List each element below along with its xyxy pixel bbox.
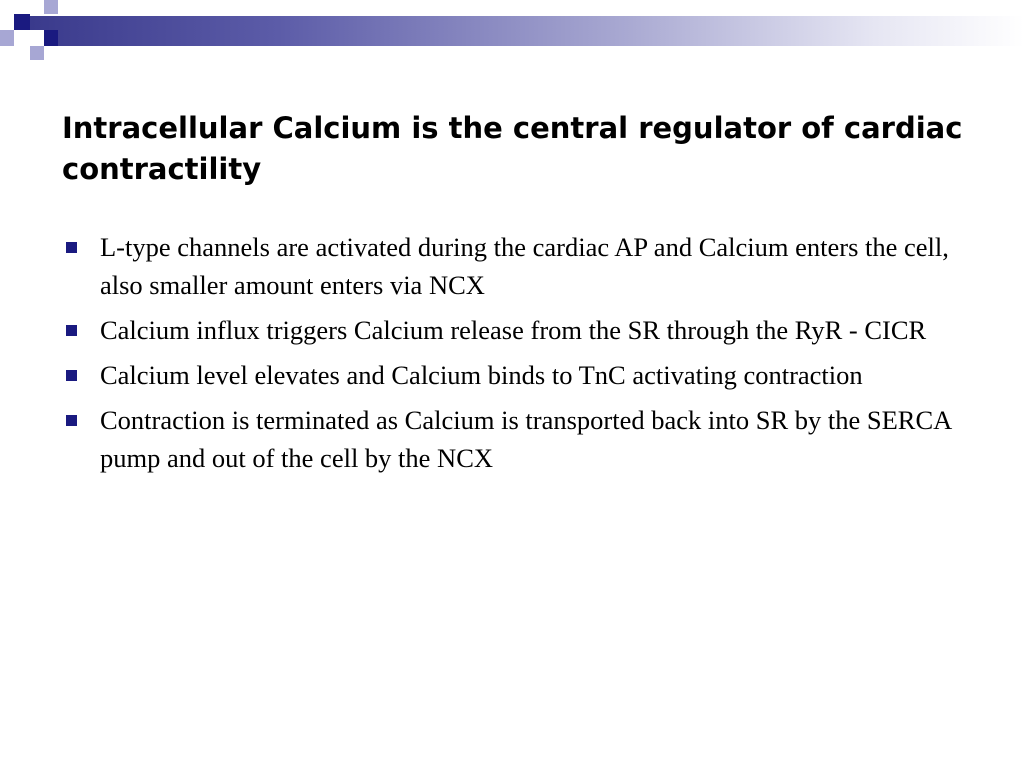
decor-square — [14, 30, 30, 46]
decor-square — [14, 46, 30, 60]
square-bullet-icon — [66, 415, 77, 426]
bullet-text: Contraction is terminated as Calcium is transported back into SR by the SERCA pump and out of the cell by the NCX — [100, 405, 951, 473]
bullet-item — [60, 228, 960, 304]
decor-square — [44, 0, 58, 14]
bullet-item — [60, 356, 960, 394]
decor-square — [44, 30, 58, 46]
bullet-text: Calcium influx triggers Calcium release from the SR through the RyR - CICR — [100, 315, 927, 345]
square-bullet-icon — [66, 242, 77, 253]
bullet-item — [60, 401, 960, 477]
decor-square — [30, 0, 44, 14]
bullet-text: Calcium level elevates and Calcium binds to TnC activating contraction — [100, 360, 863, 390]
decor-square — [0, 30, 14, 46]
square-bullet-icon — [66, 325, 77, 336]
bullet-text: L-type channels are activated during the cardiac AP and Calcium enters the cell, also smaller amount enters via NCX — [100, 232, 949, 300]
header-gradient-bar — [30, 16, 1024, 46]
bullet-item — [60, 311, 960, 349]
decor-square — [30, 30, 44, 46]
bullet-list — [60, 228, 960, 484]
decor-square — [58, 0, 76, 14]
decor-square — [30, 46, 44, 60]
slide-title: Intracellular Calcium is the central regulator of cardiac contractility — [62, 111, 963, 186]
decor-square — [14, 14, 30, 30]
square-bullet-icon — [66, 370, 77, 381]
